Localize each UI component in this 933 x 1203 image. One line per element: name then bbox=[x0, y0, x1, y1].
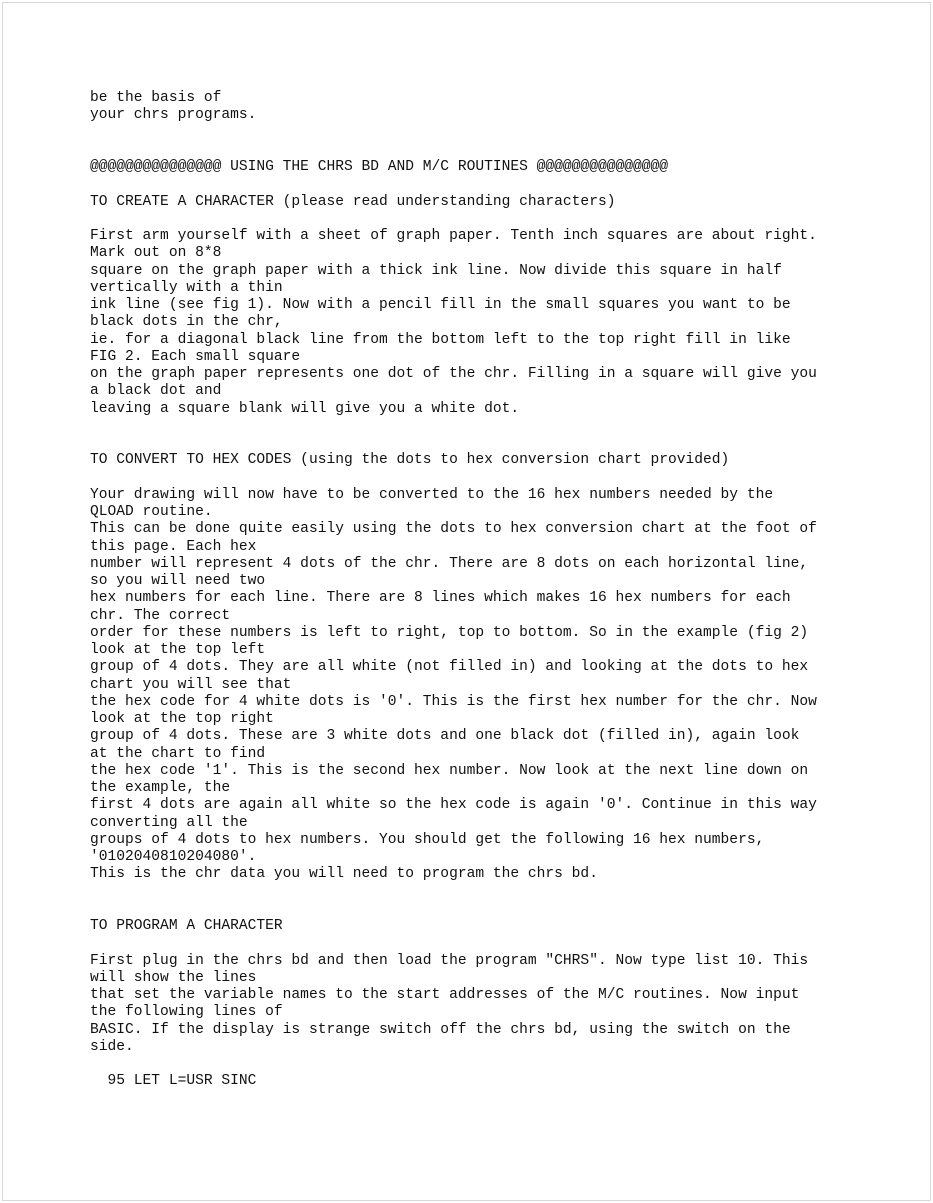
body-line: the hex code for 4 white dots is '0'. This is the first hex number for the chr. Now bbox=[90, 693, 817, 710]
body-line: FIG 2. Each small square bbox=[90, 348, 301, 365]
body-line: at the chart to find bbox=[90, 745, 266, 762]
body-line: this page. Each hex bbox=[90, 538, 257, 555]
body-line: group of 4 dots. They are all white (not filled in) and looking at the dots to hex bbox=[90, 659, 809, 676]
body-line: a black dot and bbox=[90, 383, 222, 400]
body-line: ie. for a diagonal black line from the bottom left to the top right fill in like bbox=[90, 331, 791, 348]
body-line: first 4 dots are again all white so the hex code is again '0'. Continue in this way bbox=[90, 797, 817, 814]
body-line: square on the graph paper with a thick ink line. Now divide this square in half bbox=[90, 262, 782, 279]
section-banner: @@@@@@@@@@@@@@@ USING THE CHRS BD AND M/C ROUTINES @@@@@@@@@@@@@@@ bbox=[90, 159, 669, 175]
body-line: will show the lines bbox=[90, 969, 257, 986]
body-line: First arm yourself with a sheet of graph paper. Tenth inch squares are about right. bbox=[90, 228, 817, 244]
body-line: '0102040810204080'. bbox=[90, 849, 257, 865]
section-heading-program: TO PROGRAM A CHARACTER bbox=[90, 918, 283, 934]
document-body bbox=[90, 90, 870, 1091]
body-line: the example, the bbox=[90, 780, 231, 796]
body-line: This is the chr data you will need to program the chrs bd. bbox=[90, 866, 598, 883]
body-line: number will represent 4 dots of the chr. There are 8 dots on each horizontal line, bbox=[90, 555, 809, 572]
section-body-create bbox=[90, 228, 870, 418]
body-line: ink line (see fig 1). Now with a pencil fill in the small squares you want to be bbox=[90, 297, 791, 313]
body-line: vertically with a thin bbox=[90, 279, 283, 296]
body-line: the following lines of bbox=[90, 1004, 283, 1021]
body-line: that set the variable names to the start addresses of the M/C routines. Now input bbox=[90, 987, 800, 1003]
section-body-program bbox=[90, 953, 870, 1057]
body-line: Mark out on 8*8 bbox=[90, 245, 222, 262]
intro-line: your chrs programs. bbox=[90, 107, 257, 124]
section-heading-convert: TO CONVERT TO HEX CODES (using the dots to hex conversion chart provided) bbox=[90, 452, 730, 469]
code-line: 95 LET L=USR SINC bbox=[90, 1073, 257, 1090]
body-line: order for these numbers is left to right, top to bottom. So in the example (fig 2) bbox=[90, 624, 809, 641]
body-line: so you will need two bbox=[90, 573, 266, 589]
body-line: group of 4 dots. These are 3 white dots and one black dot (filled in), again look bbox=[90, 728, 800, 745]
body-line: leaving a square blank will give you a white dot. bbox=[90, 400, 520, 417]
body-line: chart you will see that bbox=[90, 676, 292, 693]
body-line: This can be done quite easily using the dots to hex conversion chart at the foot of bbox=[90, 521, 817, 538]
body-line: look at the top right bbox=[90, 711, 274, 727]
body-line: the hex code '1'. This is the second hex number. Now look at the next line down on bbox=[90, 762, 809, 779]
body-line: black dots in the chr, bbox=[90, 314, 283, 331]
section-heading-create: TO CREATE A CHARACTER (please read understanding characters) bbox=[90, 193, 616, 210]
intro-line: be the basis of bbox=[90, 90, 222, 106]
body-line: First plug in the chrs bd and then load the program "CHRS". Now type list 10. This bbox=[90, 952, 809, 969]
body-line: hex numbers for each line. There are 8 lines which makes 16 hex numbers for each bbox=[90, 590, 791, 607]
body-line: chr. The correct bbox=[90, 607, 231, 624]
body-line: on the graph paper represents one dot of the chr. Filling in a square will give you bbox=[90, 366, 817, 382]
body-line: QLOAD routine. bbox=[90, 504, 213, 520]
body-line: look at the top left bbox=[90, 642, 266, 658]
section-body-convert bbox=[90, 487, 870, 884]
body-line: converting all the bbox=[90, 814, 248, 831]
body-line: Your drawing will now have to be converted to the 16 hex numbers needed by the bbox=[90, 486, 774, 503]
body-line: side. bbox=[90, 1038, 134, 1055]
body-line: BASIC. If the display is strange switch off the chrs bd, using the switch on the bbox=[90, 1021, 791, 1038]
document-page bbox=[2, 2, 931, 1201]
body-line: groups of 4 dots to hex numbers. You should get the following 16 hex numbers, bbox=[90, 831, 765, 848]
